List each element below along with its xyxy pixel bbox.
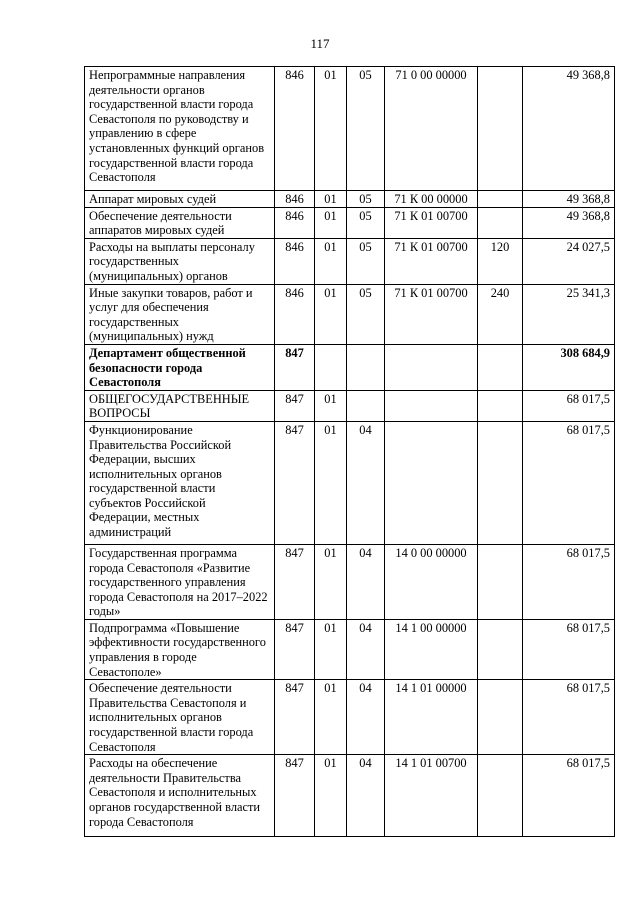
expense-type-code bbox=[478, 390, 523, 421]
target-code bbox=[385, 421, 478, 544]
page-number: 117 bbox=[310, 36, 330, 51]
amount: 25 341,3 bbox=[523, 284, 615, 344]
amount: 68 017,5 bbox=[523, 680, 615, 755]
amount: 24 027,5 bbox=[523, 238, 615, 284]
table-row bbox=[85, 67, 615, 191]
section-code: 01 bbox=[315, 284, 347, 344]
target-code bbox=[385, 344, 478, 390]
section-code: 01 bbox=[315, 191, 347, 208]
section-code: 01 bbox=[315, 421, 347, 544]
section-code: 01 bbox=[315, 755, 347, 837]
subsection-code bbox=[347, 344, 385, 390]
table-row bbox=[85, 619, 615, 679]
ministry-code: 846 bbox=[275, 207, 315, 238]
table-row bbox=[85, 755, 615, 837]
row-name: Подпрограмма «Повышение эффективности государственного управления в городе Севастополе» bbox=[85, 619, 275, 679]
subsection-code: 04 bbox=[347, 421, 385, 544]
row-name: Обеспечение деятельности аппаратов мировых судей bbox=[85, 207, 275, 238]
target-code bbox=[385, 390, 478, 421]
target-code: 14 1 01 00000 bbox=[385, 680, 478, 755]
expense-type-code bbox=[478, 619, 523, 679]
row-name: Департамент общественной безопасности города Севастополя bbox=[85, 344, 275, 390]
amount: 68 017,5 bbox=[523, 755, 615, 837]
row-name: Иные закупки товаров, работ и услуг для обеспечения государственных (муниципальных) нужд bbox=[85, 284, 275, 344]
table-row bbox=[85, 544, 615, 619]
target-code: 14 1 01 00700 bbox=[385, 755, 478, 837]
expense-type-code: 120 bbox=[478, 238, 523, 284]
section-code: 01 bbox=[315, 207, 347, 238]
section-code bbox=[315, 344, 347, 390]
table-row bbox=[85, 207, 615, 238]
table-row bbox=[85, 421, 615, 544]
amount: 49 368,8 bbox=[523, 67, 615, 191]
ministry-code: 847 bbox=[275, 390, 315, 421]
expense-type-code bbox=[478, 680, 523, 755]
table-row bbox=[85, 238, 615, 284]
ministry-code: 846 bbox=[275, 191, 315, 208]
budget-table bbox=[84, 66, 615, 837]
ministry-code: 846 bbox=[275, 67, 315, 191]
section-code: 01 bbox=[315, 67, 347, 191]
row-name: Функционирование Правительства Российской Федерации, высших исполнительных органов государственной власти субъектов Российской Федерации, местных администраций bbox=[85, 421, 275, 544]
target-code: 71 0 00 00000 bbox=[385, 67, 478, 191]
subsection-code: 04 bbox=[347, 680, 385, 755]
row-name: Государственная программа города Севастополя «Развитие государственного управления города Севастополя на 2017–2022 годы» bbox=[85, 544, 275, 619]
amount: 308 684,9 bbox=[523, 344, 615, 390]
ministry-code: 846 bbox=[275, 284, 315, 344]
table-row bbox=[85, 680, 615, 755]
amount: 68 017,5 bbox=[523, 390, 615, 421]
table-row bbox=[85, 191, 615, 208]
subsection-code: 04 bbox=[347, 755, 385, 837]
row-name: Обеспечение деятельности Правительства Севастополя и исполнительных органов государственной власти города Севастополя bbox=[85, 680, 275, 755]
section-code: 01 bbox=[315, 390, 347, 421]
subsection-code: 05 bbox=[347, 284, 385, 344]
ministry-code: 847 bbox=[275, 619, 315, 679]
table-row bbox=[85, 284, 615, 344]
ministry-code: 847 bbox=[275, 755, 315, 837]
subsection-code: 05 bbox=[347, 67, 385, 191]
expense-type-code bbox=[478, 421, 523, 544]
expense-type-code bbox=[478, 755, 523, 837]
row-name: Аппарат мировых судей bbox=[85, 191, 275, 208]
target-code: 71 К 01 00700 bbox=[385, 284, 478, 344]
target-code: 71 К 01 00700 bbox=[385, 207, 478, 238]
amount: 49 368,8 bbox=[523, 191, 615, 208]
subsection-code bbox=[347, 390, 385, 421]
amount: 68 017,5 bbox=[523, 421, 615, 544]
subsection-code: 04 bbox=[347, 619, 385, 679]
ministry-code: 846 bbox=[275, 238, 315, 284]
ministry-code: 847 bbox=[275, 344, 315, 390]
subsection-code: 05 bbox=[347, 191, 385, 208]
target-code: 71 К 00 00000 bbox=[385, 191, 478, 208]
target-code: 14 1 00 00000 bbox=[385, 619, 478, 679]
expense-type-code bbox=[478, 67, 523, 191]
expense-type-code bbox=[478, 544, 523, 619]
section-code: 01 bbox=[315, 544, 347, 619]
amount: 49 368,8 bbox=[523, 207, 615, 238]
ministry-code: 847 bbox=[275, 680, 315, 755]
row-name: ОБЩЕГОСУДАРСТВЕННЫЕ ВОПРОСЫ bbox=[85, 390, 275, 421]
expense-type-code bbox=[478, 191, 523, 208]
amount: 68 017,5 bbox=[523, 544, 615, 619]
section-code: 01 bbox=[315, 619, 347, 679]
expense-type-code bbox=[478, 344, 523, 390]
budget-table-body bbox=[85, 67, 615, 837]
table-row-department bbox=[85, 344, 615, 390]
subsection-code: 05 bbox=[347, 207, 385, 238]
ministry-code: 847 bbox=[275, 421, 315, 544]
target-code: 14 0 00 00000 bbox=[385, 544, 478, 619]
subsection-code: 04 bbox=[347, 544, 385, 619]
row-name: Расходы на выплаты персоналу государственных (муниципальных) органов bbox=[85, 238, 275, 284]
section-code: 01 bbox=[315, 680, 347, 755]
row-name: Расходы на обеспечение деятельности Правительства Севастополя и исполнительных органов государственной власти города Севастополя bbox=[85, 755, 275, 837]
target-code: 71 К 01 00700 bbox=[385, 238, 478, 284]
expense-type-code bbox=[478, 207, 523, 238]
amount: 68 017,5 bbox=[523, 619, 615, 679]
table-row bbox=[85, 390, 615, 421]
section-code: 01 bbox=[315, 238, 347, 284]
row-name: Непрограммные направления деятельности органов государственной власти города Севастополя по руководству и управлению в сфере установленных функций органов государственной власти города Севастополя bbox=[85, 67, 275, 191]
subsection-code: 05 bbox=[347, 238, 385, 284]
expense-type-code: 240 bbox=[478, 284, 523, 344]
ministry-code: 847 bbox=[275, 544, 315, 619]
